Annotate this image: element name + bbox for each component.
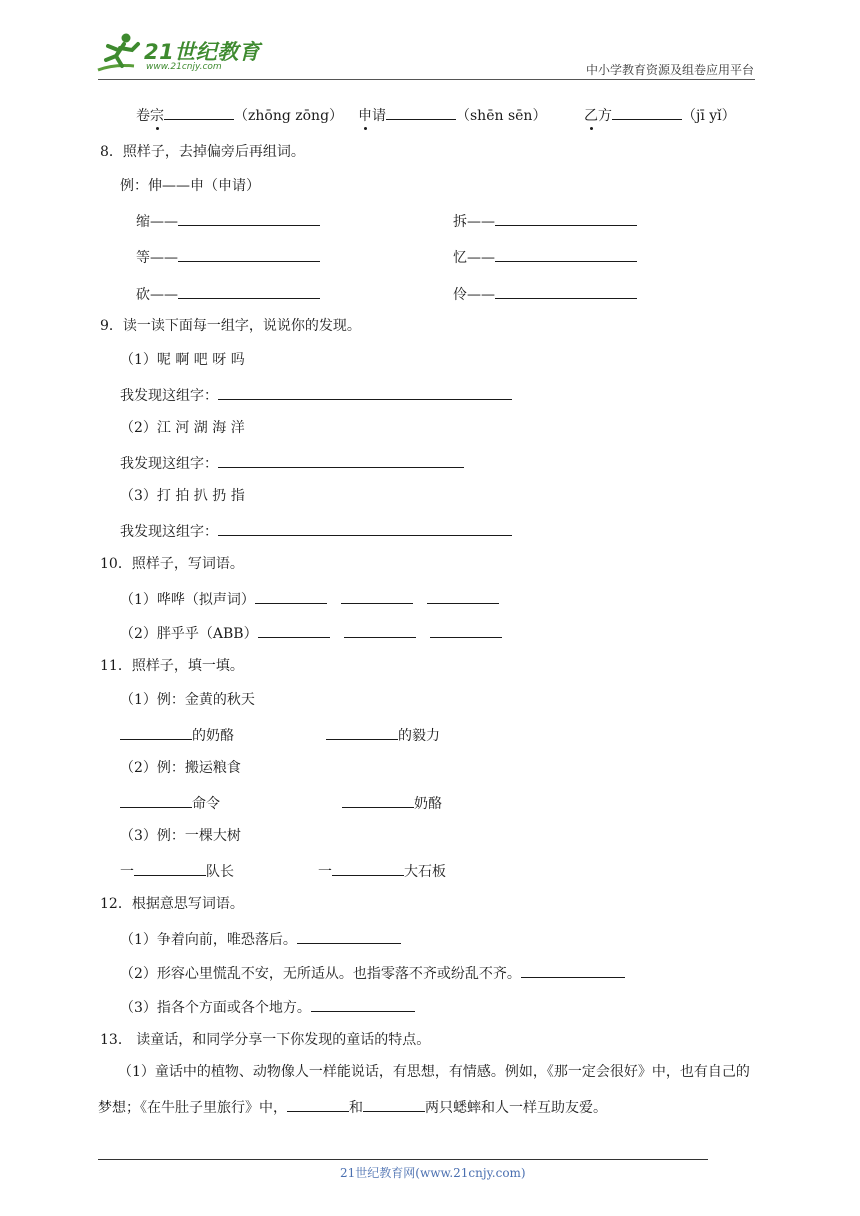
pinyin-item-3 xyxy=(584,104,736,126)
q11-fill: 一 大石板 xyxy=(318,860,446,882)
pinyin-options: （zhōng zōng） xyxy=(234,108,344,124)
word-char: 卷 xyxy=(136,108,150,124)
answer-blank[interactable] xyxy=(164,104,234,120)
answer-blank[interactable] xyxy=(363,1096,425,1112)
answer-blank[interactable] xyxy=(344,622,416,638)
q11-example: （1）例：金黄的秋天 xyxy=(120,692,255,708)
logo-url: www.21cnjy.com xyxy=(146,62,222,72)
answer-blank[interactable] xyxy=(495,210,637,226)
q12-item: （1）争着向前，唯恐落后。 xyxy=(120,928,401,950)
pinyin-options: （shēn sēn） xyxy=(456,108,547,124)
dotted-char: 宗 xyxy=(150,108,164,124)
question-13-title: 13． 读童话，和同学分享一下你发现的童话的特点。 xyxy=(100,1032,431,1048)
q8-right-item: 忆—— xyxy=(453,246,637,268)
answer-blank[interactable] xyxy=(341,588,413,604)
answer-blank[interactable] xyxy=(178,283,320,299)
header-platform-text: 中小学教育资源及组卷应用平台 xyxy=(585,63,754,77)
question-10-title: 10．照样子，写词语。 xyxy=(100,556,244,572)
q8-left-item: 缩—— xyxy=(136,210,320,232)
answer-blank[interactable] xyxy=(297,928,401,944)
word-char: 方 xyxy=(598,108,612,124)
footer-link[interactable]: 21世纪教育网(www.21cnjy.com) xyxy=(340,1166,526,1180)
brand-logo xyxy=(94,30,264,76)
answer-blank[interactable] xyxy=(612,104,682,120)
answer-blank[interactable] xyxy=(495,246,637,262)
q12-item: （3）指各个方面或各个地方。 xyxy=(120,996,415,1018)
pinyin-item-2 xyxy=(358,104,546,126)
question-9-title: 9．读一读下面每一组字，说说你的发现。 xyxy=(100,318,361,334)
answer-blank[interactable] xyxy=(326,724,398,740)
q8-left-item: 砍—— xyxy=(136,283,320,305)
answer-blank[interactable] xyxy=(311,996,415,1012)
q9-group: （1）呢 啊 吧 呀 吗 xyxy=(120,352,245,368)
answer-blank[interactable] xyxy=(255,588,327,604)
answer-blank[interactable] xyxy=(218,384,512,400)
runner-logo-icon xyxy=(94,30,144,76)
answer-blank[interactable] xyxy=(495,283,637,299)
header-divider xyxy=(98,79,755,80)
q12-item: （2）形容心里慌乱不安，无所适从。也指零落不齐或纷乱不齐。 xyxy=(120,962,625,984)
answer-blank[interactable] xyxy=(178,246,320,262)
footer-divider xyxy=(98,1159,708,1160)
q11-fill: 一 队长 xyxy=(120,860,234,882)
question-12-title: 12．根据意思写词语。 xyxy=(100,896,244,912)
dotted-char: 申 xyxy=(358,108,372,124)
question-8-example: 例：伸——申（申请） xyxy=(120,178,260,194)
q8-left-item: 等—— xyxy=(136,246,320,268)
q9-answer-line: 我发现这组字： xyxy=(120,384,512,406)
q11-fill: 的毅力 xyxy=(326,724,440,746)
answer-blank[interactable] xyxy=(287,1096,349,1112)
pinyin-item-1 xyxy=(136,104,343,126)
answer-blank[interactable] xyxy=(258,622,330,638)
q8-right-item: 伶—— xyxy=(453,283,637,305)
q9-group: （3）打 拍 扒 扔 指 xyxy=(120,488,245,504)
question-8-title: 8．照样子，去掉偏旁后再组词。 xyxy=(100,144,305,160)
answer-blank[interactable] xyxy=(521,962,625,978)
answer-blank[interactable] xyxy=(120,792,192,808)
answer-blank[interactable] xyxy=(386,104,456,120)
word-char: 请 xyxy=(372,108,386,124)
q9-answer-line: 我发现这组字： xyxy=(120,520,512,542)
q11-example: （2）例：搬运粮食 xyxy=(120,760,241,776)
q9-answer-line: 我发现这组字： xyxy=(120,452,464,474)
answer-blank[interactable] xyxy=(427,588,499,604)
logo-text: 21世纪教育 xyxy=(144,40,261,64)
q9-group: （2）江 河 湖 海 洋 xyxy=(120,420,245,436)
q11-fill: 的奶酪 xyxy=(120,724,234,746)
question-11-title: 11．照样子，填一填。 xyxy=(100,658,244,674)
q11-fill: 奶酪 xyxy=(342,792,442,814)
answer-blank[interactable] xyxy=(120,724,192,740)
pinyin-options: （jī yǐ） xyxy=(682,108,736,124)
q10-item: （1）哗哗（拟声词） xyxy=(120,588,499,610)
dotted-char: 乙 xyxy=(584,108,598,124)
q13-paragraph: （1）童话中的植物、动物像人一样能说话，有思想，有情感。例如，《那一定会很好》中，也有自己的梦想；《在牛肚子里旅行》中， 和 两只蟋蟀和人一样互助友爱。 xyxy=(98,1064,750,1116)
answer-blank[interactable] xyxy=(218,452,464,468)
answer-blank[interactable] xyxy=(430,622,502,638)
q11-example: （3）例：一棵大树 xyxy=(120,828,241,844)
answer-blank[interactable] xyxy=(134,860,206,876)
answer-blank[interactable] xyxy=(178,210,320,226)
answer-blank[interactable] xyxy=(218,520,512,536)
q8-right-item: 拆—— xyxy=(453,210,637,232)
q10-item: （2）胖乎乎（ABB） xyxy=(120,622,502,644)
answer-blank[interactable] xyxy=(332,860,404,876)
q11-fill: 命令 xyxy=(120,792,220,814)
answer-blank[interactable] xyxy=(342,792,414,808)
